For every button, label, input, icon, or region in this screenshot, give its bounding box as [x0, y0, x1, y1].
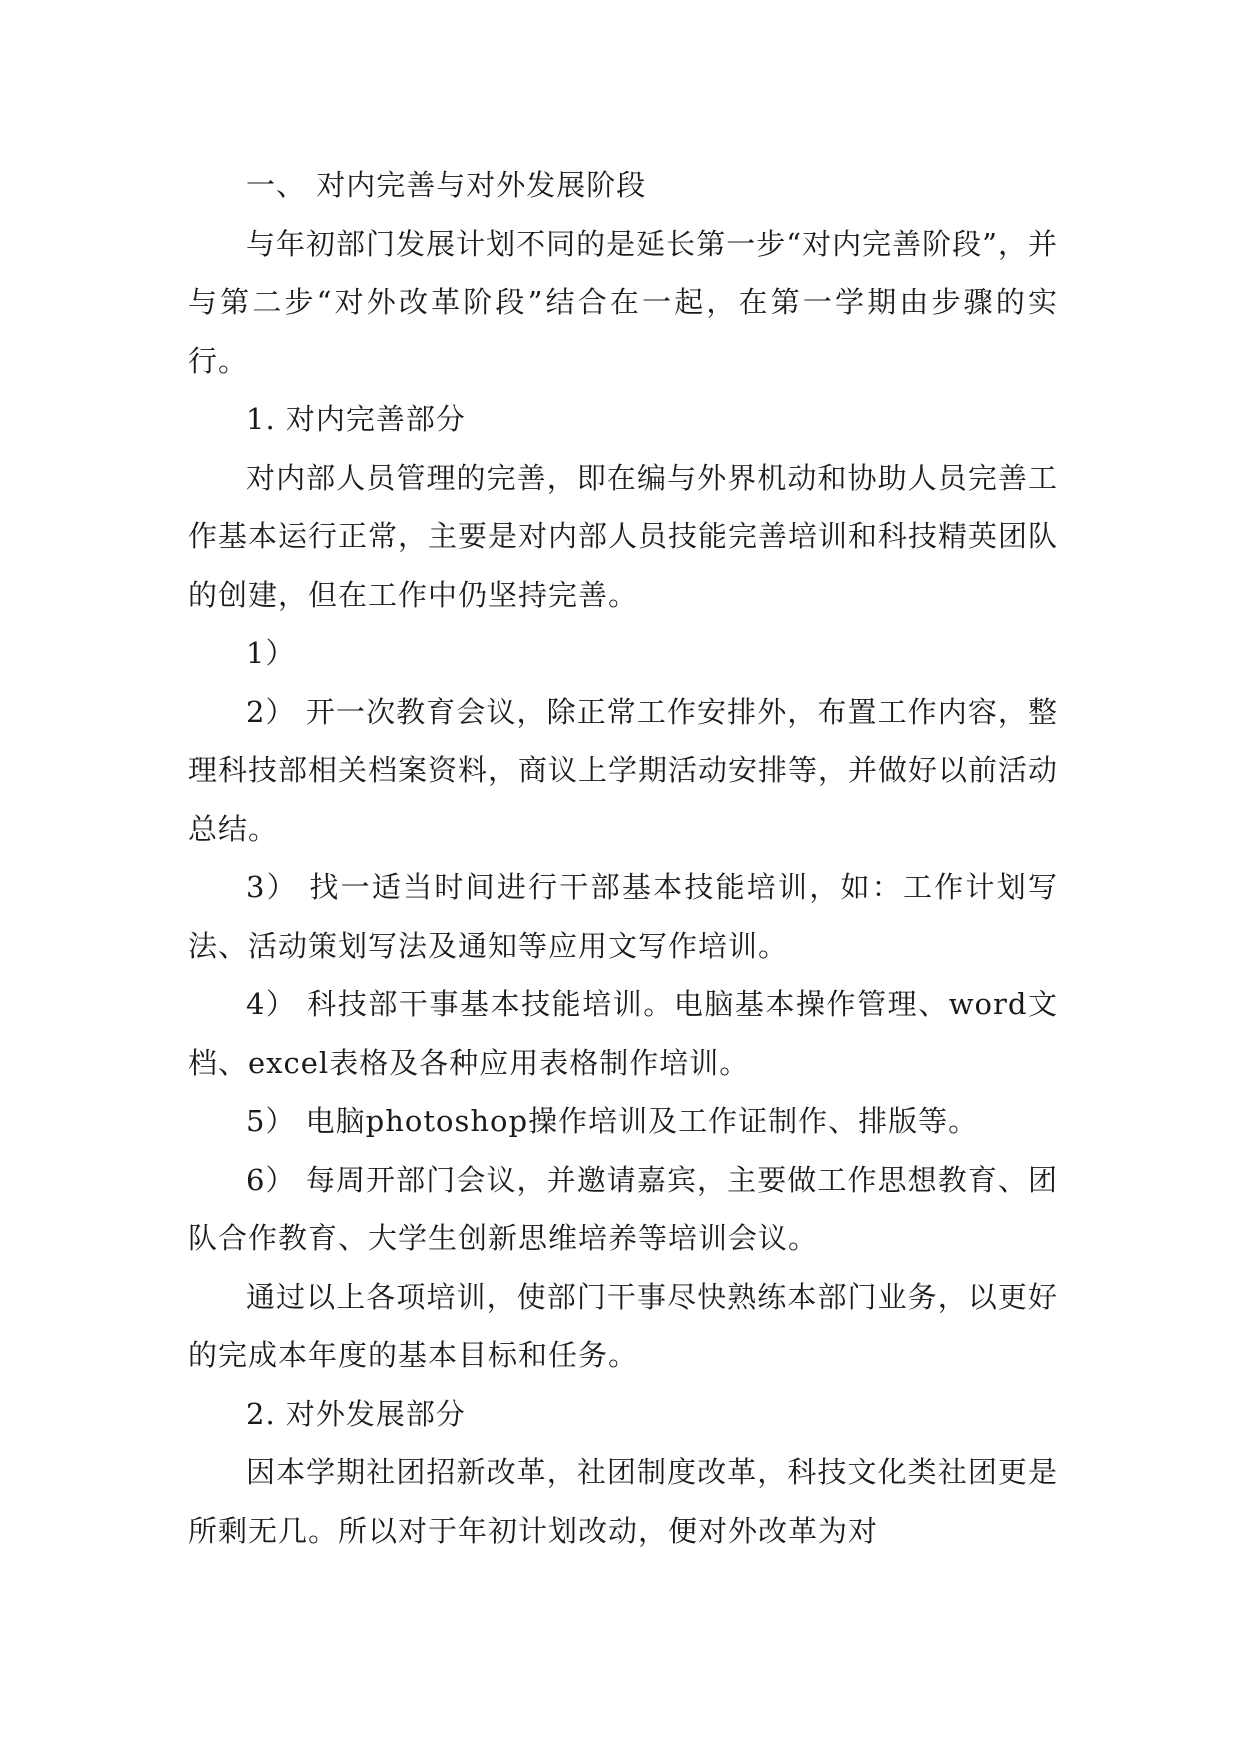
list-item: 1） [246, 636, 296, 670]
list-item: 2） 开一次教育会议，除正常工作安排外，布置工作内容，整理科技部相关档案资料，商议上学期活动安排等，并做好以前活动总结。 [188, 694, 1059, 846]
subsection-heading: 1. 对内完善部分 [246, 402, 466, 436]
list-item: 6） 每周开部门会议，并邀请嘉宾，主要做工作思想教育、团队合作教育、大学生创新思维培养等培训会议。 [188, 1162, 1058, 1255]
paragraph: 对内部人员管理的完善，即在编与外界机动和协助人员完善工作基本运行正常，主要是对内部人员技能完善培训和科技精英团队的创建，但在工作中仍坚持完善。 [188, 460, 1059, 612]
list-item: 5） 电脑photoshop操作培训及工作证制作、排版等。 [246, 1104, 979, 1138]
paragraph: 通过以上各项培训，使部门干事尽快熟练本部门业务，以更好的完成本年度的基本目标和任务。 [188, 1279, 1058, 1372]
section-heading: 一、 对内完善与对外发展阶段 [246, 168, 647, 202]
list-item: 4） 科技部干事基本技能培训。电脑基本操作管理、word文档、excel表格及各种应用表格制作培训。 [188, 987, 1058, 1080]
paragraph: 与年初部门发展计划不同的是延长第一步“对内完善阶段”，并与第二步“对外改革阶段”结合在一起，在第一学期由步骤的实行。 [188, 226, 1058, 378]
paragraph: 因本学期社团招新改革，社团制度改革，科技文化类社团更是所剩无几。所以对于年初计划改动，便对外改革为对 [188, 1455, 1058, 1548]
subsection-heading: 2. 对外发展部分 [246, 1396, 466, 1431]
list-item: 3） 找一适当时间进行干部基本技能培训，如：工作计划写法、活动策划写法及通知等应用文写作培训。 [188, 870, 1058, 963]
document-page [188, 156, 1058, 1560]
